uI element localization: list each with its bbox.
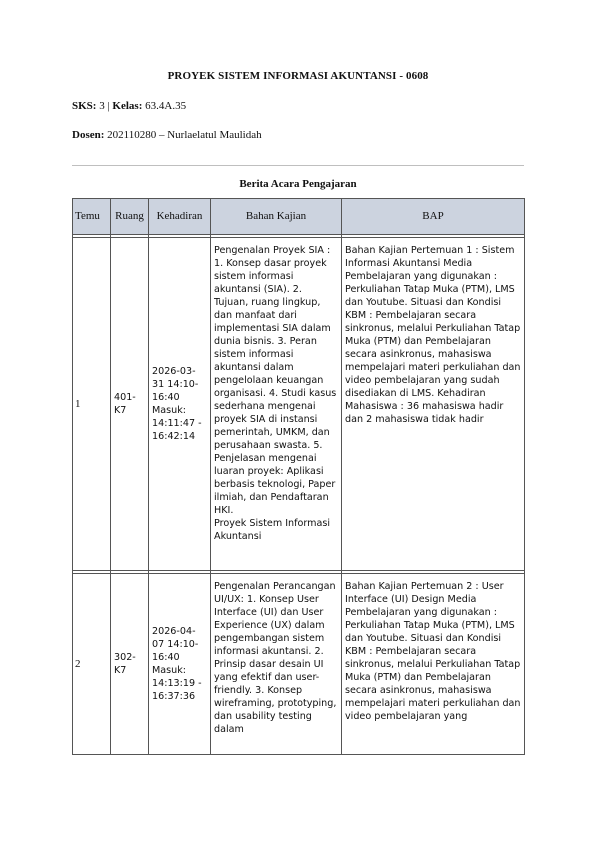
col-header-bahan-kajian: Bahan Kajian <box>211 199 342 235</box>
cell-bap: Bahan Kajian Pertemuan 1 : Sistem Informasi Akuntansi Media Pembelajaran yang digunakan : Perkuliahan Tatap Muka (PTM), LMS dan Youtube. Situasi dan Kondisi KBM : Pembelajaran secara sinkronus, melalui Perkuliahan Tatap Muka (PTM) dan Pembelajaran secara asinkronus, mahasiswa mempelajari materi perkuliahan dan video pembelajaran yang sudah disediakan di LMS. Kehadiran Mahasiswa : 36 mahasiswa hadir dan 2 mahasiswa tidak hadir <box>342 238 525 571</box>
sks-kelas-line <box>72 100 186 112</box>
cell-bahan-kajian: Pengenalan Perancangan UI/UX: 1. Konsep User Interface (UI) dan User Experience (UX) dalam pengembangan sistem informasi akuntansi. 2. Prinsip dasar desain UI yang efektif dan user-friendly. 3. Konsep wireframing, prototyping, dan usability testing dalam <box>211 574 342 755</box>
table-row <box>73 238 525 571</box>
cell-ruang: 302-K7 <box>111 574 149 755</box>
cell-kehadiran: 2026-03-31 14:10-16:40 Masuk: 14:11:47 - 16:42:14 <box>149 238 211 571</box>
bahan-kajian-text: Pengenalan Proyek SIA : 1. Konsep dasar proyek sistem informasi akuntansi (SIA). 2. Tujuan, ruang lingkup, dan manfaat dari implementasi SIA dalam dunia bisnis. 3. Peran sistem informasi akuntansi dalam pengelolaan keuangan organisasi. 4. Studi kasus sederhana mengenai proyek SIA di instansi pemerintah, UMKM, dan perusahaan swasta. 5. Penjelasan mengenai luaran proyek: Aplikasi berbasis teknologi, Paper ilmiah, dan Pendaftaran HKI. <box>214 245 337 516</box>
col-header-ruang: Ruang <box>111 199 149 235</box>
table-row <box>73 574 525 755</box>
cell-bahan-kajian <box>211 238 342 571</box>
cell-bap: Bahan Kajian Pertemuan 2 : User Interface (UI) Design Media Pembelajaran yang digunakan : Perkuliahan Tatap Muka (PTM), LMS dan Youtube. Situasi dan Kondisi KBM : Pembelajaran secara sinkronus, melalui Perkuliahan Tatap Muka (PTM) dan Pembelajaran secara asinkronus, mahasiswa mempelajari materi perkuliahan dan video pembelajaran yang <box>342 574 525 755</box>
divider <box>72 165 524 166</box>
kelas-label: Kelas: <box>112 100 143 112</box>
col-header-temu: Temu <box>73 199 111 235</box>
cell-kehadiran: 2026-04-07 14:10-16:40 Masuk: 14:13:19 - 16:37:36 <box>149 574 211 755</box>
bahan-kajian-course: Proyek Sistem Informasi Akuntansi <box>214 518 331 542</box>
document-title: PROYEK SISTEM INFORMASI AKUNTANSI - 0608 <box>167 70 429 82</box>
dosen-value: 202110280 – Nurlaelatul Maulidah <box>107 129 262 141</box>
bap-table <box>72 198 525 755</box>
cell-temu: 2 <box>73 574 111 755</box>
table-header-row <box>73 199 525 235</box>
cell-ruang: 401-K7 <box>111 238 149 571</box>
sks-label: SKS: <box>72 100 97 112</box>
cell-temu: 1 <box>73 238 111 571</box>
dosen-line <box>72 129 262 141</box>
dosen-label: Dosen: <box>72 129 105 141</box>
separator: | <box>107 100 110 112</box>
section-title: Berita Acara Pengajaran <box>239 178 357 190</box>
sks-value: 3 <box>99 100 105 112</box>
kelas-value: 63.4A.35 <box>145 100 187 112</box>
col-header-kehadiran: Kehadiran <box>149 199 211 235</box>
col-header-bap: BAP <box>342 199 525 235</box>
